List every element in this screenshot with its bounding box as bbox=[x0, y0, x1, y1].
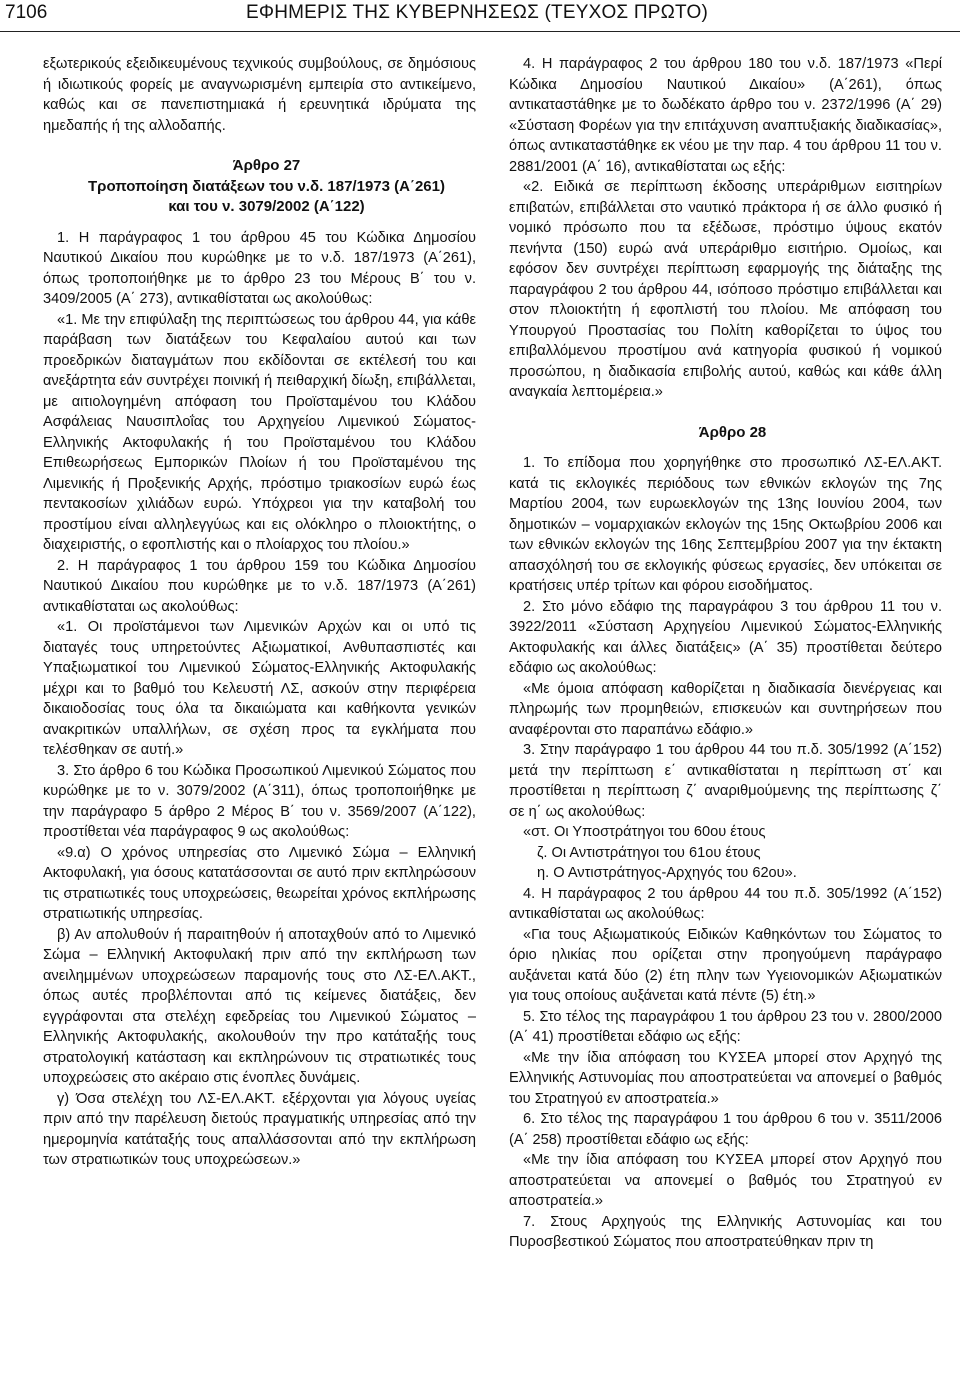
left-column bbox=[43, 54, 476, 1171]
paragraph: «Με την ίδια απόφαση του ΚΥΣΕΑ μπορεί στον Αρχηγό της Ελληνικής Αστυνομίας που αποστρατεύεται να απονεμεί ο βαθμός του Στρατηγού εν αποστρατεία.» bbox=[509, 1049, 942, 1107]
paragraph: η. Ο Αντιστράτηγος-Αρχηγός του 62ου». bbox=[537, 865, 797, 881]
page-number: 7106 bbox=[5, 2, 48, 23]
page-header bbox=[0, 0, 960, 30]
paragraph: 7. Στους Αρχηγούς της Ελληνικής Αστυνομίας και του Πυροσβεστικού Σώματος που αποστρατεύθηκαν πριν τη bbox=[509, 1213, 942, 1250]
paragraph: 4. Η παράγραφος 2 του άρθρου 180 του ν.δ. 187/1973 «Περί Κώδικα Δημοσίου Ναυτικού Δικαίου» (Α΄261), όπως αντικαταστάθηκε με το δωδέκατο άρθρο του ν. 2372/1996 (Α΄ 29) «Σύσταση Φορέων για την επιτάχυνση αναπτυξιακής διαδικασίας», όπως αντικαταστάθηκε εκ νέου με την παρ. 4 του άρθρου 11 του ν. 2881/2001 (Α΄ 16), αντικαθίσταται ως εξής: bbox=[509, 56, 942, 175]
paragraph: 5. Στο τέλος της παραγράφου 1 του άρθρου 23 του ν. 2800/2000 (Α΄ 41) προστίθεται εδάφιο ως εξής: bbox=[509, 1008, 942, 1045]
paragraph: εξωτερικούς εξειδικευμένους τεχνικούς συμβούλους, σε δημόσιους ή ιδιωτικούς φορείς με αναγνωρισμένη εμπειρία στο αντικείμενο, καθώς και σε πανεπιστημιακά ή ερευνητικά ιδρύματα της ημεδαπής ή της αλλοδαπής. bbox=[43, 56, 476, 134]
article-title: Τροποποίηση διατάξεων του ν.δ. 187/1973 (Α΄261) bbox=[88, 177, 445, 195]
paragraph: «Για τους Αξιωματικούς Ειδικών Καθηκόντων του Σώματος το όριο ηλικίας που ορίζεται στην προηγούμενη παράγραφο αυξάνεται κατά δύο (2) έτη πλην των Υγειονομικών Αξιωματικών για τους οποίους αυξάνεται κατά πέντε (5) έτη.» bbox=[509, 926, 942, 1004]
article-title: και του ν. 3079/2002 (Α΄122) bbox=[168, 198, 365, 215]
right-column bbox=[509, 54, 942, 1253]
article-heading: Άρθρο 28 bbox=[698, 423, 767, 441]
article-heading: Άρθρο 27 bbox=[232, 157, 301, 174]
paragraph: 3. Στο άρθρο 6 του Κώδικα Προσωπικού Λιμενικού Σώματος που κυρώθηκε με το ν. 3079/2002 (Α΄311), όπως τροποποιήθηκε με την παράγραφο 5 άρθρο 2 Μέρος Β΄ του ν. 3569/2007 (Α΄122), προστίθεται νέα παράγραφος 9 ως ακολούθως: bbox=[43, 762, 476, 840]
paragraph: 3. Στην παράγραφο 1 του άρθρου 44 του π.δ. 305/1992 (Α΄152) μετά την περίπτωση ε΄ αντικαθίσταται η περίπτωση στ΄ και προστίθεται η περίπτωση ζ΄ αναριθμούμενης της περίπτωσης ζ΄ σε η΄ ως ακολούθως: bbox=[509, 742, 942, 820]
paragraph: 2. Η παράγραφος 1 του άρθρου 159 του Κώδικα Δημοσίου Ναυτικού Δικαίου που κυρώθηκε με το ν.δ. 187/1973 (Α΄261) αντικαθίσταται ως ακολούθως: bbox=[43, 557, 476, 615]
journal-title: ΕΦΗΜΕΡΙΣ ΤΗΣ ΚΥΒΕΡΝΗΣΕΩΣ (ΤΕΥΧΟΣ ΠΡΩΤΟ) bbox=[246, 2, 709, 23]
paragraph: «2. Ειδικά σε περίπτωση έκδοσης υπεράριθμων εισιτηρίων επιβατών, επιβάλλεται στο ναυτικό πράκτορα ή σε άλλο φυσικό ή νομικό πρόσωπο που τα εξέδωσε, πρόστιμο ύψους εκατόν πενήντα (150) ευρώ ανά υπεράριθμο εισιτήριο. Ομοίως, και εφόσον δεν συντρέχει περίπτωση εφαρμογής της διάταξης της παραγράφου 2 του άρθρου 44, ισόποσο πρόστιμο επιβάλλεται και στον πλοιοκτήτη ή εφοπλιστή του πλοίου. Με απόφαση του Υπουργού Προστασίας του Πολίτη καθορίζεται το ύψος του επιβαλλόμενου προστίμου ανά κατηγορία φυσικού ή νομικού προσώπου, η διαδικασία επιβολής αυτού, καθώς και κάθε άλλη αναγκαία λεπτομέρεια.» bbox=[509, 179, 942, 400]
paragraph: 1. Η παράγραφος 1 του άρθρου 45 του Κώδικα Δημοσίου Ναυτικού Δικαίου που κυρώθηκε με το ν.δ. 187/1973 (Α΄261), όπως τροποποιήθηκε με το άρθρο 23 του Μέρους Β΄ του ν. 3409/2005 (Α΄ 273), αντικαθίσταται ως ακολούθως: bbox=[43, 229, 476, 307]
paragraph: «Με όμοια απόφαση καθορίζεται η διαδικασία διενέργειας και πληρωμής των προμηθειών, επισκευών και συντηρήσεων που αναφέρονται στο παραπάνω εδάφιο.» bbox=[509, 680, 942, 738]
paragraph: ζ. Οι Αντιστράτηγοι του 61ου έτους bbox=[537, 844, 761, 861]
paragraph: «1. Οι προϊστάμενοι των Λιμενικών Αρχών και οι υπό τις διαταγές τους υπηρετούντες Αξιωματικοί, Ανθυπασπιστές και Υπαξιωματικοί του Λιμενικού Σώματος-Ελληνικής Ακτοφυλακής μέχρι και το βαθμό του Κελευστή ΛΣ, ασκούν στην περιφέρεια δικαιοδοσίας τους όλα τα δικαιώματα και καθήκοντα γενικών ανακριτικών υπαλλήλων, σε σχέση προς τα εγκλήματα που τελέσθηκαν σε αυτή.» bbox=[43, 619, 476, 758]
paragraph: «1. Με την επιφύλαξη της περιπτώσεως του άρθρου 44, για κάθε παράβαση των διατάξεων του Κεφαλαίου αυτού και των προεδρικών διαταγμάτων που εκδίδονται σε εκτέλεσή του και ανεξάρτητα εάν συντρέχει ποινική ή πειθαρχική δίωξη, επιβάλλεται, με αιτιολογημένη απόφαση του Προϊσταμένου του Κλάδου Ασφάλειας Ναυσιπλοΐας του Αρχηγείου Λιμενικού Σώματος-Ελληνικής Ακτοφυλακής ή του Προϊσταμένου του Κλάδου Επιθεωρήσεως Εμπορικών Πλοίων ή του Προϊσταμένου της Λιμενικής ή Προξενικής Αρχής, πρόστιμο τριακοσίων ευρώ έως πεντακοσίων χιλιάδων ευρώ. Υπόχρεοι για την καταβολή του προστίμου είναι αλληλεγγύως και εις ολόκληρο ο πλοιοκτήτης, ο διαχειριστής, ο εφοπλιστής και ο πλοίαρχος του πλοίου.» bbox=[43, 311, 476, 553]
header-rule bbox=[0, 31, 960, 32]
paragraph: 1. Το επίδομα που χορηγήθηκε στο προσωπικό ΛΣ-ΕΛ.ΑΚΤ. κατά τις εκλογικές περιόδους των εθνικών εκλογών της 7ης Μαρτίου 2004, των ευρωεκλογών της 13ης Ιουνίου 2004, των δημοτικών – νομαρχιακών εκλογών της 15ης Οκτωβρίου 2006 και των εθνικών εκλογών της 16ης Σεπτεμβρίου 2007 για την έκτακτη απασχόλησή του σε εκλογικής φύσεως εργασίες, δεν υπόκειται σε κρατήσεις υπέρ τρίτων και φόρου εισοδήματος. bbox=[509, 455, 942, 594]
paragraph: 2. Στο μόνο εδάφιο της παραγράφου 3 του άρθρου 11 του ν. 3922/2011 «Σύσταση Αρχηγείου Λιμενικού Σώματος-Ελληνικής Ακτοφυλακής και άλλες διατάξεις» (Α΄ 35) προστίθεται δεύτερο εδάφιο ως ακολούθως: bbox=[509, 598, 942, 676]
paragraph: 4. Η παράγραφος 2 του άρθρου 44 του π.δ. 305/1992 (Α΄152) αντικαθίσταται ως ακολούθως: bbox=[509, 885, 942, 922]
paragraph: 6. Στο τέλος της παραγράφου 1 του άρθρου 6 του ν. 3511/2006 (Α΄ 258) προστίθεται εδάφιο ως εξής: bbox=[509, 1111, 942, 1148]
paragraph: «9.α) Ο χρόνος υπηρεσίας στο Λιμενικό Σώμα – Ελληνική Ακτοφυλακή, για όσους κατατάσσονται σε αυτό πριν εκπληρώσουν τις στρατιωτικές τους υποχρεώσεις, θεωρείται χρόνος εκπλήρωσης στρατιωτικής υπηρεσίας. bbox=[43, 844, 476, 922]
paragraph: «Με την ίδια απόφαση του ΚΥΣΕΑ μπορεί στον Αρχηγό που αποστρατεύεται να απονεμεί ο βαθμός του Στρατηγού εν αποστρατεία.» bbox=[509, 1152, 942, 1209]
paragraph: β) Αν απολυθούν ή παραιτηθούν ή αποταχθούν από το Λιμενικό Σώμα – Ελληνική Ακτοφυλακή πριν από την εκπλήρωση των ανειλημμένων υποχρεώσεων παραμονής τους στο ΛΣ-ΕΛ.ΑΚΤ., όπως αυτές προβλέπονται από τις κείμενες διατάξεις, δεν εγγράφονται στα στελέχη εφεδρείας του Λιμενικού Σώματος – Ελληνικής Ακτοφυλακής, ακολουθούν την προ κατάταξής τους στρατολογική κατάσταση και εκπληρώνουν τις στρατιωτικές τους υποχρεώσεις στο ακέραιο στις ένοπλες δυνάμεις. bbox=[43, 926, 476, 1086]
paragraph: «στ. Οι Υποστράτηγοι του 60ου έτους bbox=[523, 824, 766, 840]
paragraph: γ) Όσα στελέχη του ΛΣ-ΕΛ.ΑΚΤ. εξέρχονται για λόγους υγείας πριν από την παρέλευση διετούς πραγματικής υπηρεσίας από την ημερομηνία κατάταξής τους απαλλάσσονται από την εκπλήρωση των στρατιωτικών τους υποχρεώσεων.» bbox=[43, 1090, 476, 1168]
